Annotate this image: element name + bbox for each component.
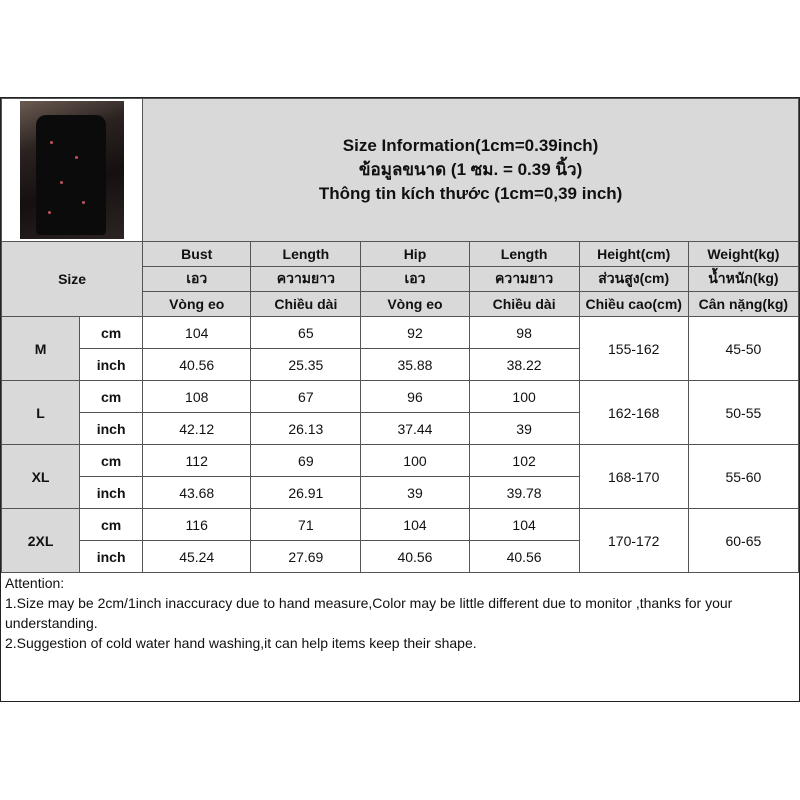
table-cell: 65 bbox=[251, 317, 361, 349]
product-photo-cell bbox=[2, 99, 143, 242]
notes-heading: Attention: bbox=[5, 575, 65, 591]
table-cell: 40.56 bbox=[143, 349, 251, 381]
chart-title bbox=[143, 99, 799, 242]
unit-cm: cm bbox=[80, 445, 143, 477]
table-cell: 43.68 bbox=[143, 477, 251, 509]
weight-range: 55-60 bbox=[688, 445, 798, 509]
col-length-th: ความยาว bbox=[251, 267, 361, 292]
col-height-vi: Chiều cao(cm) bbox=[579, 292, 688, 317]
col-bust-vi: Vòng eo bbox=[143, 292, 251, 317]
table-cell: 35.88 bbox=[361, 349, 469, 381]
unit-cm: cm bbox=[80, 317, 143, 349]
table-cell: 69 bbox=[251, 445, 361, 477]
table-cell: 98 bbox=[469, 317, 579, 349]
table-cell: 92 bbox=[361, 317, 469, 349]
height-range: 155-162 bbox=[579, 317, 688, 381]
table-cell: 100 bbox=[469, 381, 579, 413]
size-m-label: M bbox=[2, 317, 80, 381]
col-hip-vi: Vòng eo bbox=[361, 292, 469, 317]
weight-range: 60-65 bbox=[688, 509, 798, 573]
weight-range: 50-55 bbox=[688, 381, 798, 445]
size-xl-label: XL bbox=[2, 445, 80, 509]
table-cell: 112 bbox=[143, 445, 251, 477]
table-cell: 38.22 bbox=[469, 349, 579, 381]
attention-notes bbox=[5, 573, 795, 653]
table-cell: 96 bbox=[361, 381, 469, 413]
table-cell: 108 bbox=[143, 381, 251, 413]
weight-range: 45-50 bbox=[688, 317, 798, 381]
table-cell: 39.78 bbox=[469, 477, 579, 509]
unit-inch: inch bbox=[80, 413, 143, 445]
table-cell: 100 bbox=[361, 445, 469, 477]
table-cell: 104 bbox=[361, 509, 469, 541]
title-vi: Thông tin kích thước (1cm=0,39 inch) bbox=[318, 184, 623, 203]
col-length2-vi: Chiều dài bbox=[469, 292, 579, 317]
col-bust-en: Bust bbox=[143, 242, 251, 267]
size-2xl-label: 2XL bbox=[2, 509, 80, 573]
unit-inch: inch bbox=[80, 541, 143, 573]
table-cell: 27.69 bbox=[251, 541, 361, 573]
size-l-label: L bbox=[2, 381, 80, 445]
col-weight-vi: Cân nặng(kg) bbox=[688, 292, 798, 317]
height-range: 162-168 bbox=[579, 381, 688, 445]
table-cell: 26.13 bbox=[251, 413, 361, 445]
table-cell: 104 bbox=[469, 509, 579, 541]
table-cell: 116 bbox=[143, 509, 251, 541]
col-length-vi: Chiều dài bbox=[251, 292, 361, 317]
table-cell: 42.12 bbox=[143, 413, 251, 445]
col-height-en: Height(cm) bbox=[579, 242, 688, 267]
note-item-1: 1.Size may be 2cm/1inch inaccuracy due to hand measure,Color may be little different due to monitor ,thanks for your understanding. bbox=[5, 595, 733, 631]
height-range: 170-172 bbox=[579, 509, 688, 573]
table-cell: 40.56 bbox=[469, 541, 579, 573]
size-chart bbox=[0, 97, 800, 702]
title-th: ข้อมูลขนาด (1 ซม. = 0.39 นิ้ว) bbox=[358, 160, 583, 179]
unit-cm: cm bbox=[80, 381, 143, 413]
height-range: 168-170 bbox=[579, 445, 688, 509]
col-weight-th: น้ำหนัก(kg) bbox=[688, 267, 798, 292]
col-length-en: Length bbox=[251, 242, 361, 267]
table-cell: 26.91 bbox=[251, 477, 361, 509]
table-cell: 102 bbox=[469, 445, 579, 477]
table-cell: 37.44 bbox=[361, 413, 469, 445]
table-cell: 45.24 bbox=[143, 541, 251, 573]
size-heading: Size bbox=[2, 242, 143, 317]
table-cell: 39 bbox=[469, 413, 579, 445]
table-cell: 104 bbox=[143, 317, 251, 349]
col-weight-en: Weight(kg) bbox=[688, 242, 798, 267]
product-photo bbox=[20, 101, 124, 239]
col-length2-en: Length bbox=[469, 242, 579, 267]
col-hip-en: Hip bbox=[361, 242, 469, 267]
note-item-2: 2.Suggestion of cold water hand washing,it can help items keep their shape. bbox=[5, 635, 477, 651]
col-length2-th: ความยาว bbox=[469, 267, 579, 292]
size-table bbox=[1, 98, 799, 573]
col-height-th: ส่วนสูง(cm) bbox=[579, 267, 688, 292]
unit-cm: cm bbox=[80, 509, 143, 541]
title-en: Size Information(1cm=0.39inch) bbox=[342, 136, 599, 155]
unit-inch: inch bbox=[80, 349, 143, 381]
col-hip-th: เอว bbox=[361, 267, 469, 292]
table-cell: 67 bbox=[251, 381, 361, 413]
table-cell: 71 bbox=[251, 509, 361, 541]
col-bust-th: เอว bbox=[143, 267, 251, 292]
table-cell: 39 bbox=[361, 477, 469, 509]
table-cell: 40.56 bbox=[361, 541, 469, 573]
unit-inch: inch bbox=[80, 477, 143, 509]
table-cell: 25.35 bbox=[251, 349, 361, 381]
